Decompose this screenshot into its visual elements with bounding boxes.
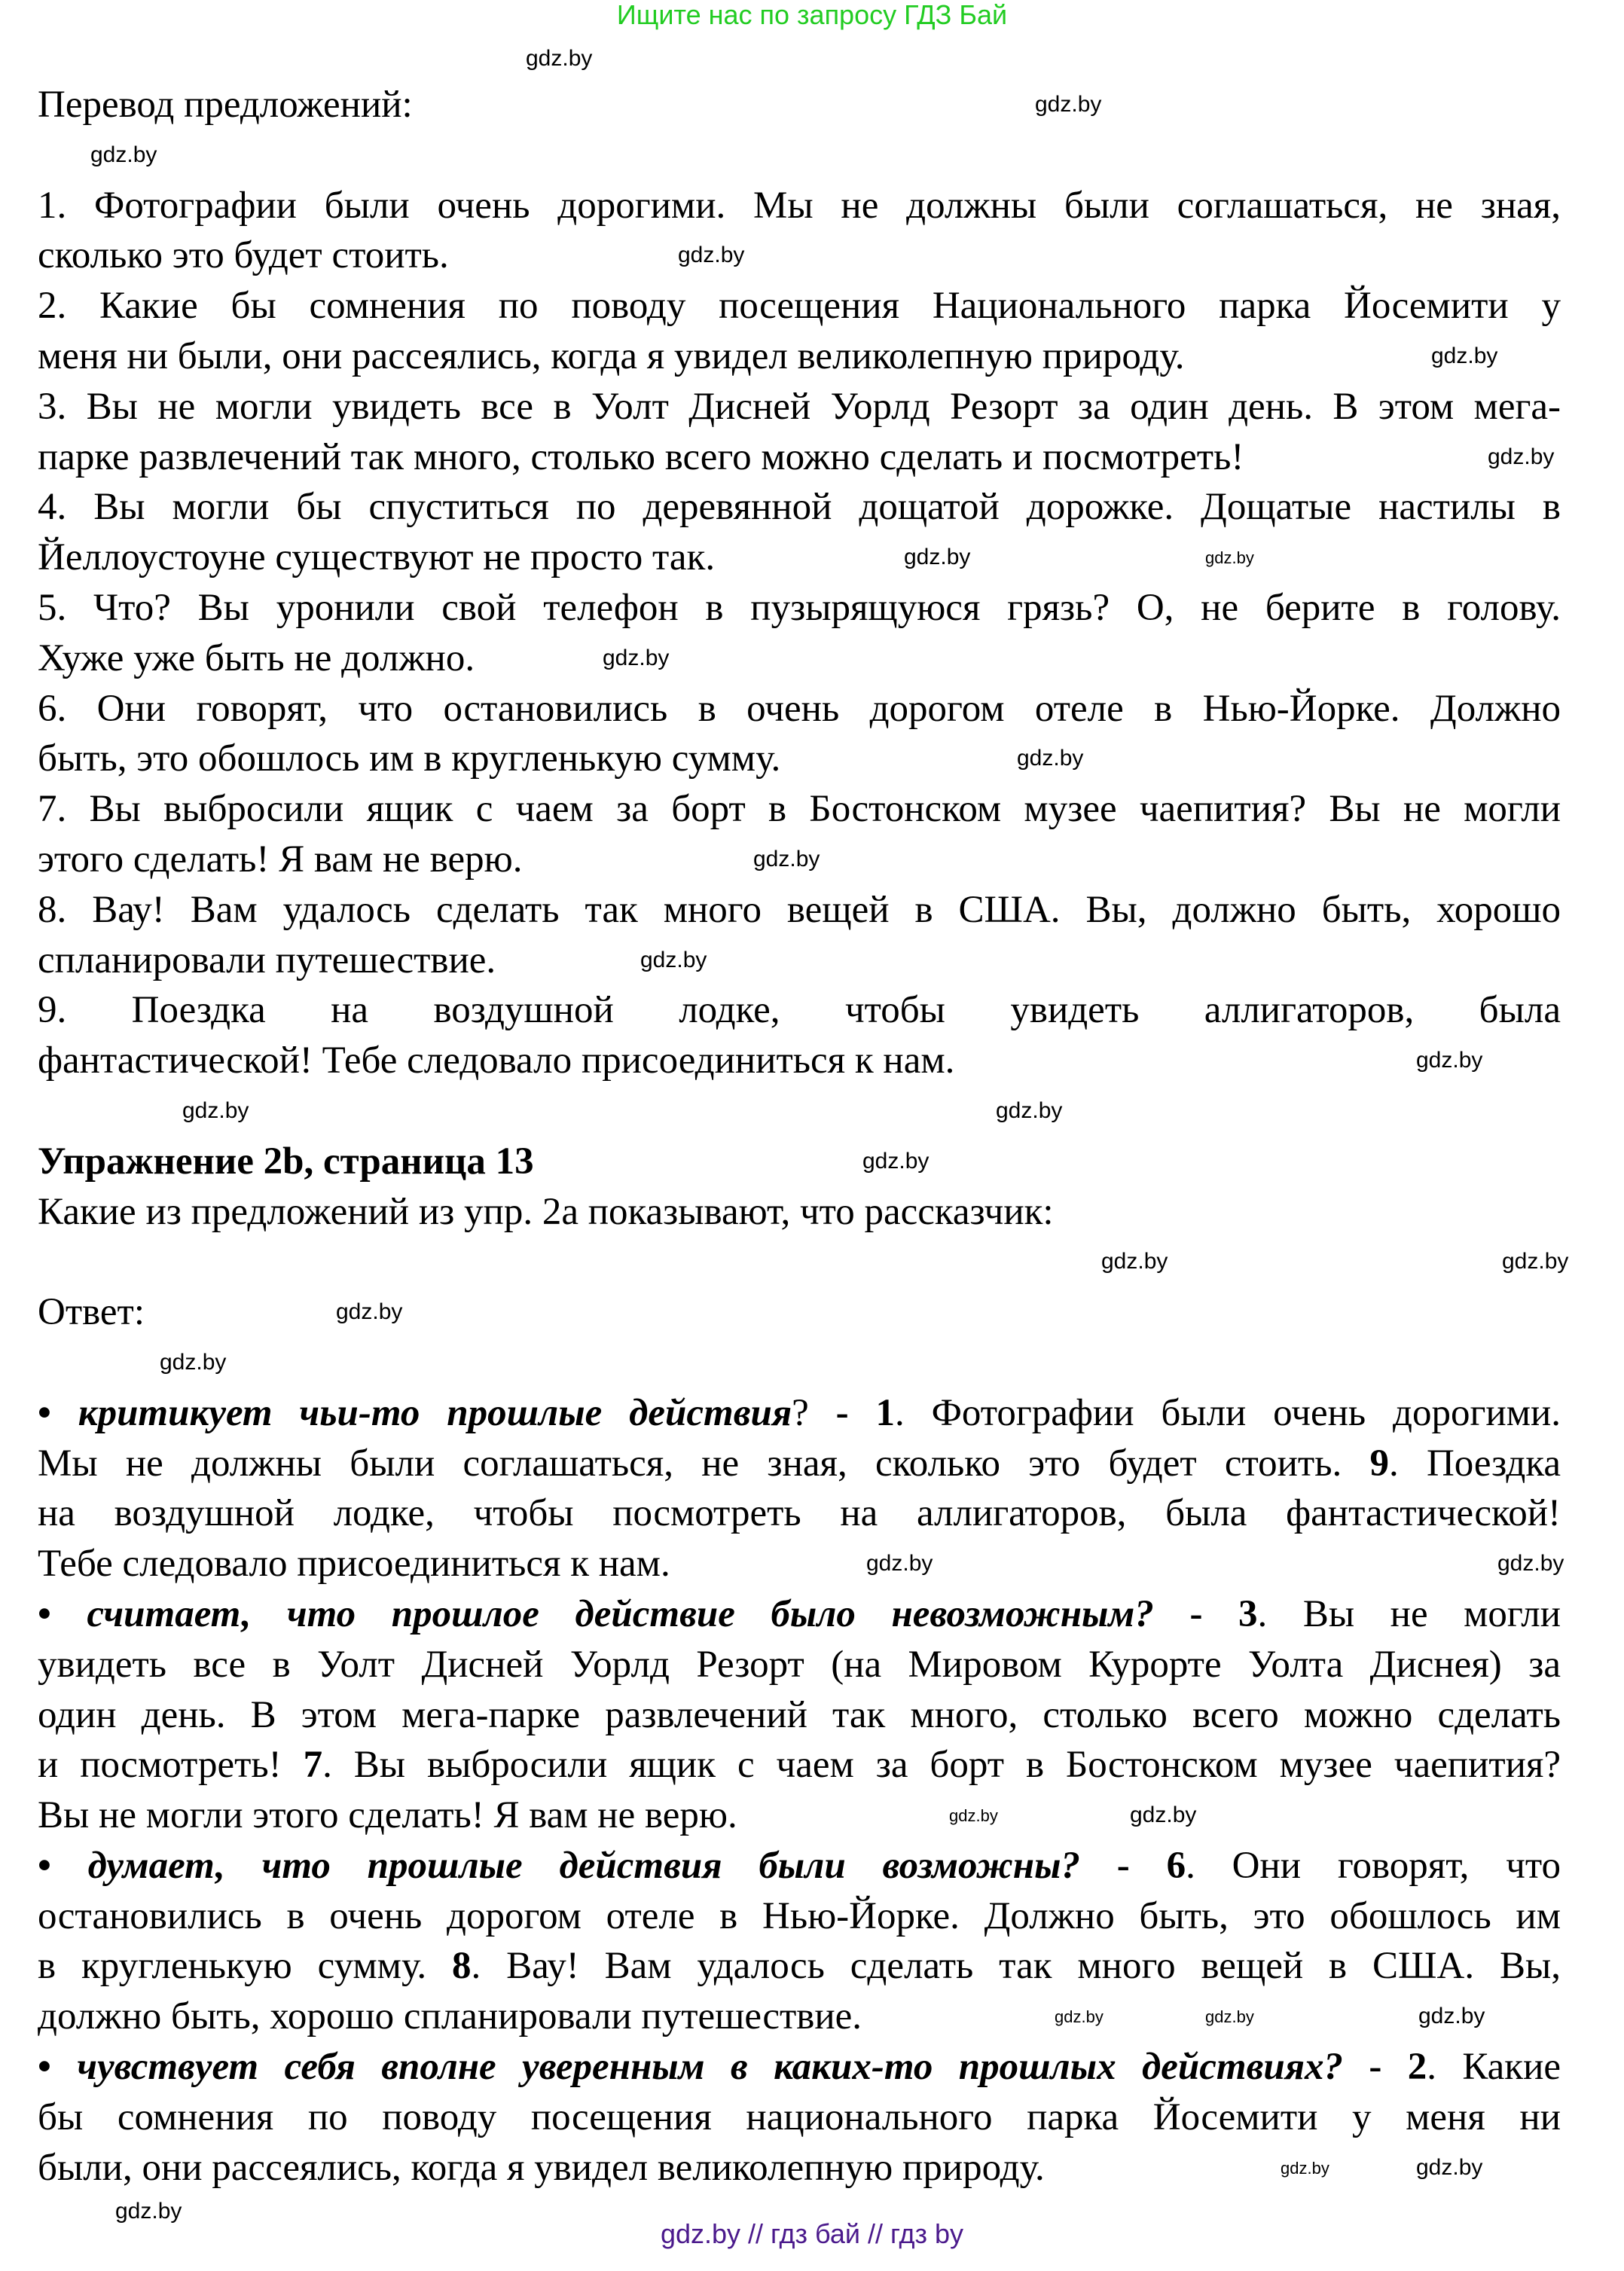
text-line	[38, 2092, 1561, 2143]
watermark: gdz.by	[1416, 1048, 1483, 1073]
text-run: Ответ:	[38, 1291, 145, 1334]
text-run: быть, это обошлось им в кругленькую сумму.	[38, 737, 781, 780]
text-run: остановились в очень дорогом отеле в Нью-Йорке. Должно быть, это обошлось им	[38, 1894, 1561, 1937]
text-run: меня ни были, они рассеялись, когда я увидел великолепную природу.	[38, 334, 1185, 377]
text-run: увидеть все в Уолт Дисней Уорлд Резорт (на Мировом Курорте Уолта Диснея) за	[38, 1643, 1561, 1686]
text-run: . Поездка	[1388, 1442, 1561, 1485]
text-run: спланировали путешествие.	[38, 939, 496, 981]
text-run: . Вау! Вам удалось сделать так много вещей в США. Вы,	[471, 1945, 1561, 1988]
text-line	[38, 482, 1561, 533]
watermark: gdz.by	[753, 847, 820, 871]
watermark: gdz.by	[1497, 1551, 1564, 1576]
text-run: 5. Что? Вы уронили свой телефон в пузырящуюся грязь? О, не берите в голову.	[38, 586, 1561, 629]
watermark: gdz.by	[1431, 343, 1498, 368]
watermark: gdz.by	[115, 2199, 182, 2224]
text-run: парке развлечений так много, столько всего можно сделать и посмотреть!	[38, 435, 1244, 478]
bold-text-run: •	[38, 2046, 78, 2089]
watermark: gdz.by	[1055, 2007, 1104, 2026]
bold-text-run: •	[38, 1391, 78, 1434]
bold-text-run: •	[38, 1844, 88, 1887]
text-run: 9. Поездка на воздушной лодке, чтобы увидеть аллигаторов, была	[38, 989, 1561, 1032]
text-run: Перевод предложений:	[38, 84, 413, 126]
watermark: gdz.by	[640, 948, 707, 972]
text-run: 3. Вы не могли увидеть все в Уолт Дисней Уорлд Резорт за один день. В этом мега-	[38, 385, 1561, 428]
watermark: gdz.by	[182, 1098, 249, 1123]
text-line	[38, 1287, 1561, 1338]
text-run: 7. Вы выбросили ящик с чаем за борт в Бостонском музее чаепития? Вы не могли	[38, 788, 1561, 831]
blank-line	[38, 1338, 1561, 1388]
bold-italic-text-run: чувствует себя вполне уверенным в каких-то прошлых действиях?	[77, 2046, 1344, 2089]
text-run: Тебе следовало присоединиться к нам.	[38, 1543, 670, 1586]
text-run: фантастической! Тебе следовало присоединиться к нам.	[38, 1039, 955, 1082]
watermark: gdz.by	[996, 1098, 1063, 1123]
watermark: gdz.by	[1205, 2007, 1254, 2026]
watermark: gdz.by	[678, 243, 745, 267]
text-line	[38, 633, 1561, 684]
text-run: 8. Вау! Вам удалось сделать так много вещей в США. Вы, должно быть, хорошо	[38, 888, 1561, 931]
text-run: Хуже уже быть не должно.	[38, 636, 475, 679]
blank-line	[38, 1237, 1561, 1287]
text-line	[38, 1841, 1561, 1891]
text-run: и посмотреть!	[38, 1744, 304, 1787]
watermark: gdz.by	[90, 142, 157, 167]
text-line	[38, 1640, 1561, 1690]
text-line	[38, 936, 1561, 986]
text-run: . Они говорят, что	[1186, 1844, 1561, 1887]
text-line	[38, 684, 1561, 734]
bold-italic-text-run: считает, что прошлое действие было невозможным?	[87, 1592, 1154, 1635]
text-run: 2. Какие бы сомнения по поводу посещения Национального парка Йосемити у	[38, 285, 1561, 328]
watermark: gdz.by	[862, 1149, 930, 1174]
blank-line	[38, 130, 1561, 181]
watermark: gdz.by	[1035, 92, 1102, 117]
text-run: Какие из предложений из упр. 2а показывают, что рассказчик:	[38, 1190, 1054, 1233]
watermark: gdz.by	[336, 1299, 403, 1324]
watermark: gdz.by	[866, 1551, 933, 1576]
watermark: gdz.by	[1502, 1249, 1569, 1274]
watermark: gdz.by	[1130, 1802, 1197, 1827]
text-line	[38, 1992, 1561, 2042]
text-line	[38, 533, 1561, 583]
text-line	[38, 885, 1561, 936]
text-run: ?	[792, 1391, 836, 1434]
text-line	[38, 985, 1561, 1036]
text-line	[38, 1941, 1561, 1992]
text-line	[38, 1589, 1561, 1640]
footer-links[interactable]: gdz.by // гдз бай // гдз by	[660, 2218, 964, 2249]
text-run: сколько это будет стоить.	[38, 234, 449, 277]
text-line	[38, 1690, 1561, 1741]
bold-text-run: 8	[452, 1945, 472, 1988]
watermark: gdz.by	[160, 1350, 227, 1375]
text-line	[38, 2042, 1561, 2092]
text-run: . Вы выбросили ящик с чаем за борт в Бостонском музее чаепития?	[322, 1744, 1561, 1787]
search-banner[interactable]: Ищите нас по запросу ГДЗ Бай	[616, 0, 1008, 30]
text-run: один день. В этом мега-парке развлечений так много, столько всего можно сделать	[38, 1693, 1561, 1736]
watermark: gdz.by	[904, 545, 971, 569]
bold-text-run: 9	[1369, 1442, 1389, 1485]
text-line	[38, 1187, 1561, 1238]
text-line	[38, 382, 1561, 432]
text-line	[38, 1891, 1561, 1942]
bold-text-run: - 2	[1343, 2046, 1427, 2089]
text-run: этого сделать! Я вам не верю.	[38, 838, 523, 881]
text-run: в кругленькую сумму.	[38, 1945, 452, 1988]
watermark: gdz.by	[603, 646, 670, 670]
text-line	[38, 583, 1561, 633]
text-line	[38, 281, 1561, 331]
bold-text-run: Упражнение 2b, страница 13	[38, 1140, 534, 1183]
text-run: бы сомнения по поводу посещения национального парка Йосемити у меня ни	[38, 2095, 1561, 2138]
text-run: Йеллоустоуне существуют не просто так.	[38, 536, 716, 579]
text-line	[38, 734, 1561, 784]
text-line	[38, 331, 1561, 382]
text-run: . Вы не могли	[1257, 1592, 1561, 1635]
watermark: gdz.by	[949, 1806, 998, 1825]
text-run: . Какие	[1427, 2046, 1561, 2089]
text-run: были, они рассеялись, когда я увидел великолепную природу.	[38, 2146, 1045, 2189]
document-body	[38, 80, 1561, 2193]
watermark: gdz.by	[1488, 444, 1555, 469]
watermark: gdz.by	[1418, 2004, 1485, 2028]
blank-line	[38, 1086, 1561, 1137]
text-line	[38, 784, 1561, 835]
bold-italic-text-run: критикует чьи-то прошлые действия	[78, 1391, 792, 1434]
watermark: gdz.by	[1017, 746, 1084, 771]
text-run: . Фотографии были очень дорогими.	[894, 1391, 1561, 1434]
text-run: 6. Они говорят, что остановились в очень дорогом отеле в Нью-Йорке. Должно	[38, 687, 1561, 730]
bold-text-run: - 6	[1080, 1844, 1186, 1887]
text-line	[38, 432, 1561, 483]
text-line	[38, 1488, 1561, 1539]
text-line	[38, 181, 1561, 231]
text-line	[38, 1439, 1561, 1489]
text-run: 1. Фотографии были очень дорогими. Мы не должны были соглашаться, не зная,	[38, 184, 1561, 227]
watermark: gdz.by	[1281, 2159, 1329, 2178]
watermark: gdz.by	[1101, 1249, 1168, 1274]
text-run: на воздушной лодке, чтобы посмотреть на аллигаторов, была фантастической!	[38, 1492, 1561, 1535]
text-line	[38, 1036, 1561, 1086]
bold-italic-text-run: думает, что прошлые действия были возможны?	[87, 1844, 1080, 1887]
text-line	[38, 2143, 1561, 2193]
text-line	[38, 1137, 1561, 1187]
text-line	[38, 1740, 1561, 1790]
text-run: 4. Вы могли бы спуститься по деревянной дощатой дорожке. Дощатые настилы в	[38, 486, 1561, 529]
text-run: должно быть, хорошо спланировали путешествие.	[38, 1995, 862, 2038]
text-line	[38, 80, 1561, 130]
text-line	[38, 230, 1561, 281]
text-line	[38, 1388, 1561, 1439]
text-run: Мы не должны были соглашаться, не зная, сколько это будет стоить.	[38, 1442, 1370, 1485]
watermark: gdz.by	[1416, 2155, 1483, 2180]
watermark: gdz.by	[1205, 548, 1254, 567]
bold-text-run: - 1	[835, 1391, 895, 1434]
watermark: gdz.by	[526, 46, 593, 71]
bold-text-run: •	[38, 1592, 87, 1635]
text-line	[38, 1539, 1561, 1589]
text-run: Вы не могли этого сделать! Я вам не верю.	[38, 1794, 737, 1837]
text-line	[38, 1790, 1561, 1841]
bold-text-run: 7	[303, 1744, 323, 1787]
bold-text-run: - 3	[1153, 1592, 1258, 1635]
